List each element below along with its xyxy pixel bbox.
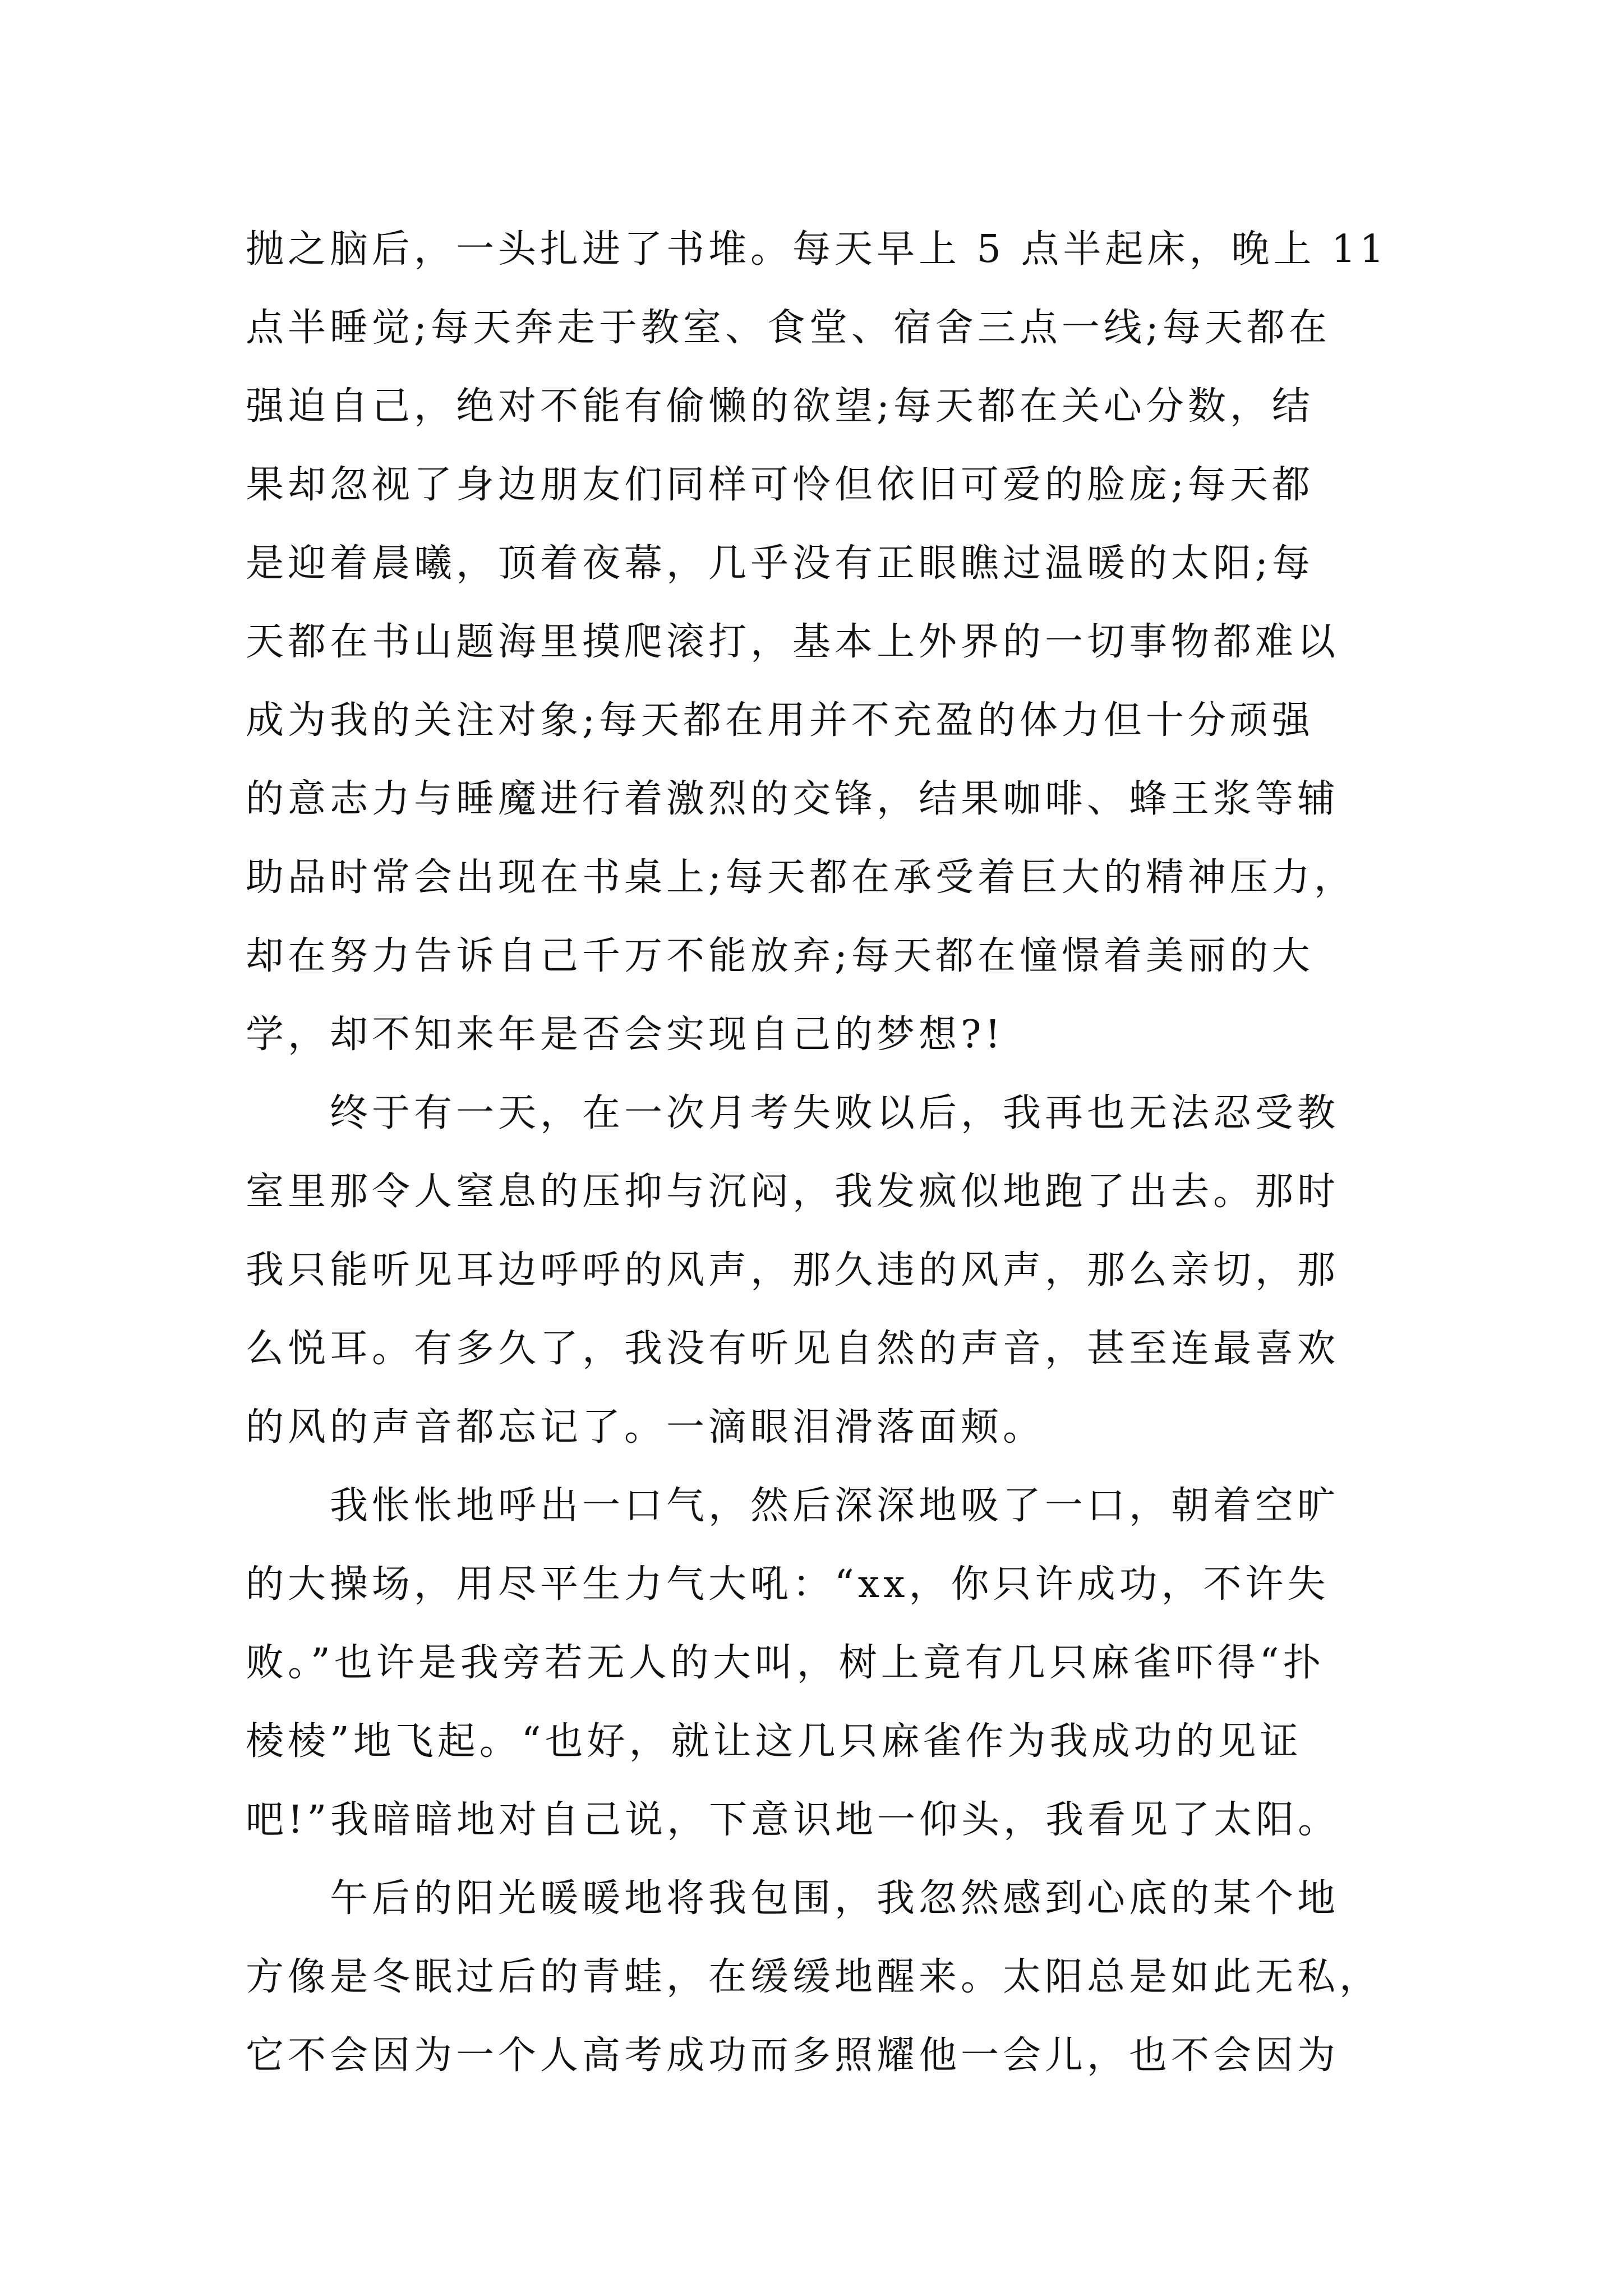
text-line: 点半睡觉;每天奔走于教室、食堂、宿舍三点一线;每天都在: [246, 306, 1331, 350]
text-line: 它不会因为一个人高考成功而多照耀他一会儿，也不会因为: [246, 2033, 1340, 2078]
text-line: 室里那令人窒息的压抑与沉闷，我发疯似地跑了出去。那时: [246, 1170, 1340, 1214]
paragraph-first-line: 终于有一天，在一次月考失败以后，我再也无法忍受教: [330, 1091, 1340, 1135]
paragraph-first-line: 午后的阳光暖暖地将我包围，我忽然感到心底的某个地: [330, 1876, 1340, 1921]
text-line: 吧!”我暗暗地对自己说，下意识地一仰头，我看见了太阳。: [246, 1798, 1340, 1842]
text-line: 我只能听见耳边呼呼的风声，那久违的风声，那么亲切，那: [246, 1248, 1340, 1292]
paragraph-first-line: 我怅怅地呼出一口气，然后深深地吸了一口，朝着空旷: [330, 1484, 1340, 1528]
text-line: 天都在书山题海里摸爬滚打，基本上外界的一切事物都难以: [246, 620, 1340, 664]
text-line: 却在努力告诉自己千万不能放弃;每天都在憧憬着美丽的大: [246, 934, 1314, 978]
text-line: 么悦耳。有多久了，我没有听见自然的声音，甚至连最喜欢: [246, 1327, 1340, 1371]
text-line: 学，却不知来年是否会实现自己的梦想?!: [246, 1013, 1004, 1057]
text-line: 助品时常会出现在书桌上;每天都在承受着巨大的精神压力，: [246, 855, 1356, 900]
text-line: 的意志力与睡魔进行着激烈的交锋，结果咖啡、蜂王浆等辅: [246, 777, 1340, 821]
text-line: 棱棱”地飞起。“也好，就让这几只麻雀作为我成功的见证: [246, 1719, 1302, 1764]
text-line: 的风的声音都忘记了。一滴眼泪滑落面颊。: [246, 1405, 1045, 1450]
text-line: 的大操场，用尽平生力气大吼：“xx，你只许成功，不许失: [246, 1562, 1330, 1607]
text-line: 强迫自己，绝对不能有偷懒的欲望;每天都在关心分数，结: [246, 384, 1314, 429]
text-line: 是迎着晨曦，顶着夜幕，几乎没有正眼瞧过温暖的太阳;每: [246, 541, 1314, 586]
text-line: 方像是冬眠过后的青蛙，在缓缓地醒来。太阳总是如此无私，: [246, 1955, 1382, 1999]
text-line: 抛之脑后，一头扎进了书堆。每天早上 5 点半起床，晚上 11: [246, 227, 1388, 272]
text-line: 败。”也许是我旁若无人的大叫，树上竟有几只麻雀吓得“扑: [246, 1641, 1325, 1685]
body-text: [246, 210, 1390, 2095]
text-line: 果却忽视了身边朋友们同样可怜但依旧可爱的脸庞;每天都: [246, 463, 1314, 507]
text-line: 成为我的关注对象;每天都在用并不充盈的体力但十分顽强: [246, 698, 1314, 743]
